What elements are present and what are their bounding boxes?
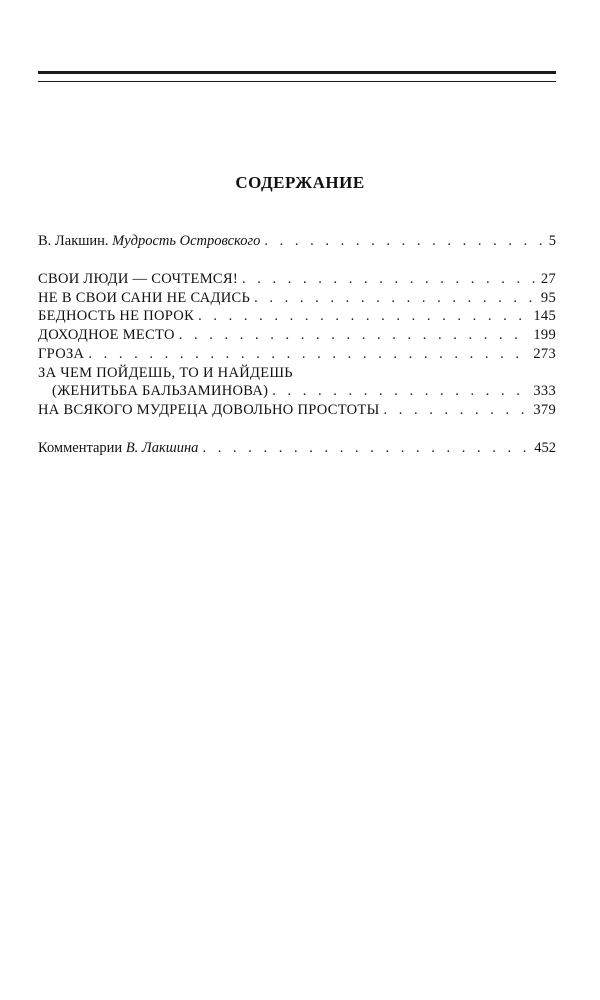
toc-entry-play[interactable] xyxy=(38,289,556,307)
leader-dots xyxy=(254,289,537,307)
commentary-author: В. Лакшина xyxy=(125,440,199,456)
toc-entry-text xyxy=(38,232,260,250)
toc-entry-text: НА ВСЯКОГО МУДРЕЦА ДОВОЛЬНО ПРОСТОТЫ xyxy=(38,402,380,418)
leader-dots xyxy=(198,307,529,325)
toc-entry-commentary[interactable] xyxy=(38,439,556,457)
toc-entry-play[interactable] xyxy=(38,382,556,400)
header-rule-thick xyxy=(38,71,556,74)
toc-entry-text: НЕ В СВОИ САНИ НЕ САДИСЬ xyxy=(38,290,251,306)
toc-entry-play[interactable] xyxy=(38,345,556,363)
toc-entry-text: (ЖЕНИТЬБА БАЛЬЗАМИНОВА) xyxy=(52,383,269,399)
toc-page-number: 145 xyxy=(533,308,556,324)
toc-page-number: 95 xyxy=(540,290,556,306)
leader-dots xyxy=(384,401,530,419)
toc-entry-intro[interactable] xyxy=(38,232,556,250)
leader-dots xyxy=(202,439,530,457)
toc-entry-play[interactable] xyxy=(38,307,556,325)
toc-entry-text: ДОХОДНОЕ МЕСТО xyxy=(38,327,175,343)
leader-dots xyxy=(242,270,537,288)
toc-entry-text: СВОИ ЛЮДИ — СОЧТЕМСЯ! xyxy=(38,271,238,287)
toc-page-number: 27 xyxy=(540,271,556,287)
toc-page-number: 452 xyxy=(534,440,556,456)
toc-page-number: 273 xyxy=(533,346,556,362)
toc-entry-play-line1[interactable]: ЗА ЧЕМ ПОЙДЕШЬ, ТО И НАЙДЕШЬ xyxy=(38,365,293,381)
toc-page-number: 333 xyxy=(533,383,556,399)
leader-dots xyxy=(272,382,529,400)
toc-entry-text: ГРОЗА xyxy=(38,346,85,362)
header-rule-thin xyxy=(38,81,556,82)
intro-author: В. Лакшин. xyxy=(38,233,109,249)
toc-entry-play[interactable] xyxy=(38,326,556,344)
intro-work: Мудрость Островского xyxy=(112,233,261,249)
leader-dots xyxy=(264,232,544,250)
toc-entry-text: БЕДНОСТЬ НЕ ПОРОК xyxy=(38,308,195,324)
page-title: СОДЕРЖАНИЕ xyxy=(235,173,365,192)
toc-entry-play[interactable] xyxy=(38,270,556,288)
toc-page-number: 379 xyxy=(533,402,556,418)
leader-dots xyxy=(179,326,530,344)
commentary-label: Комментарии xyxy=(38,440,123,456)
toc-page-number: 5 xyxy=(548,233,556,249)
toc-entry-text xyxy=(38,439,198,457)
toc-page-number: 199 xyxy=(533,327,556,343)
toc-entry-play[interactable] xyxy=(38,401,556,419)
leader-dots xyxy=(88,345,529,363)
